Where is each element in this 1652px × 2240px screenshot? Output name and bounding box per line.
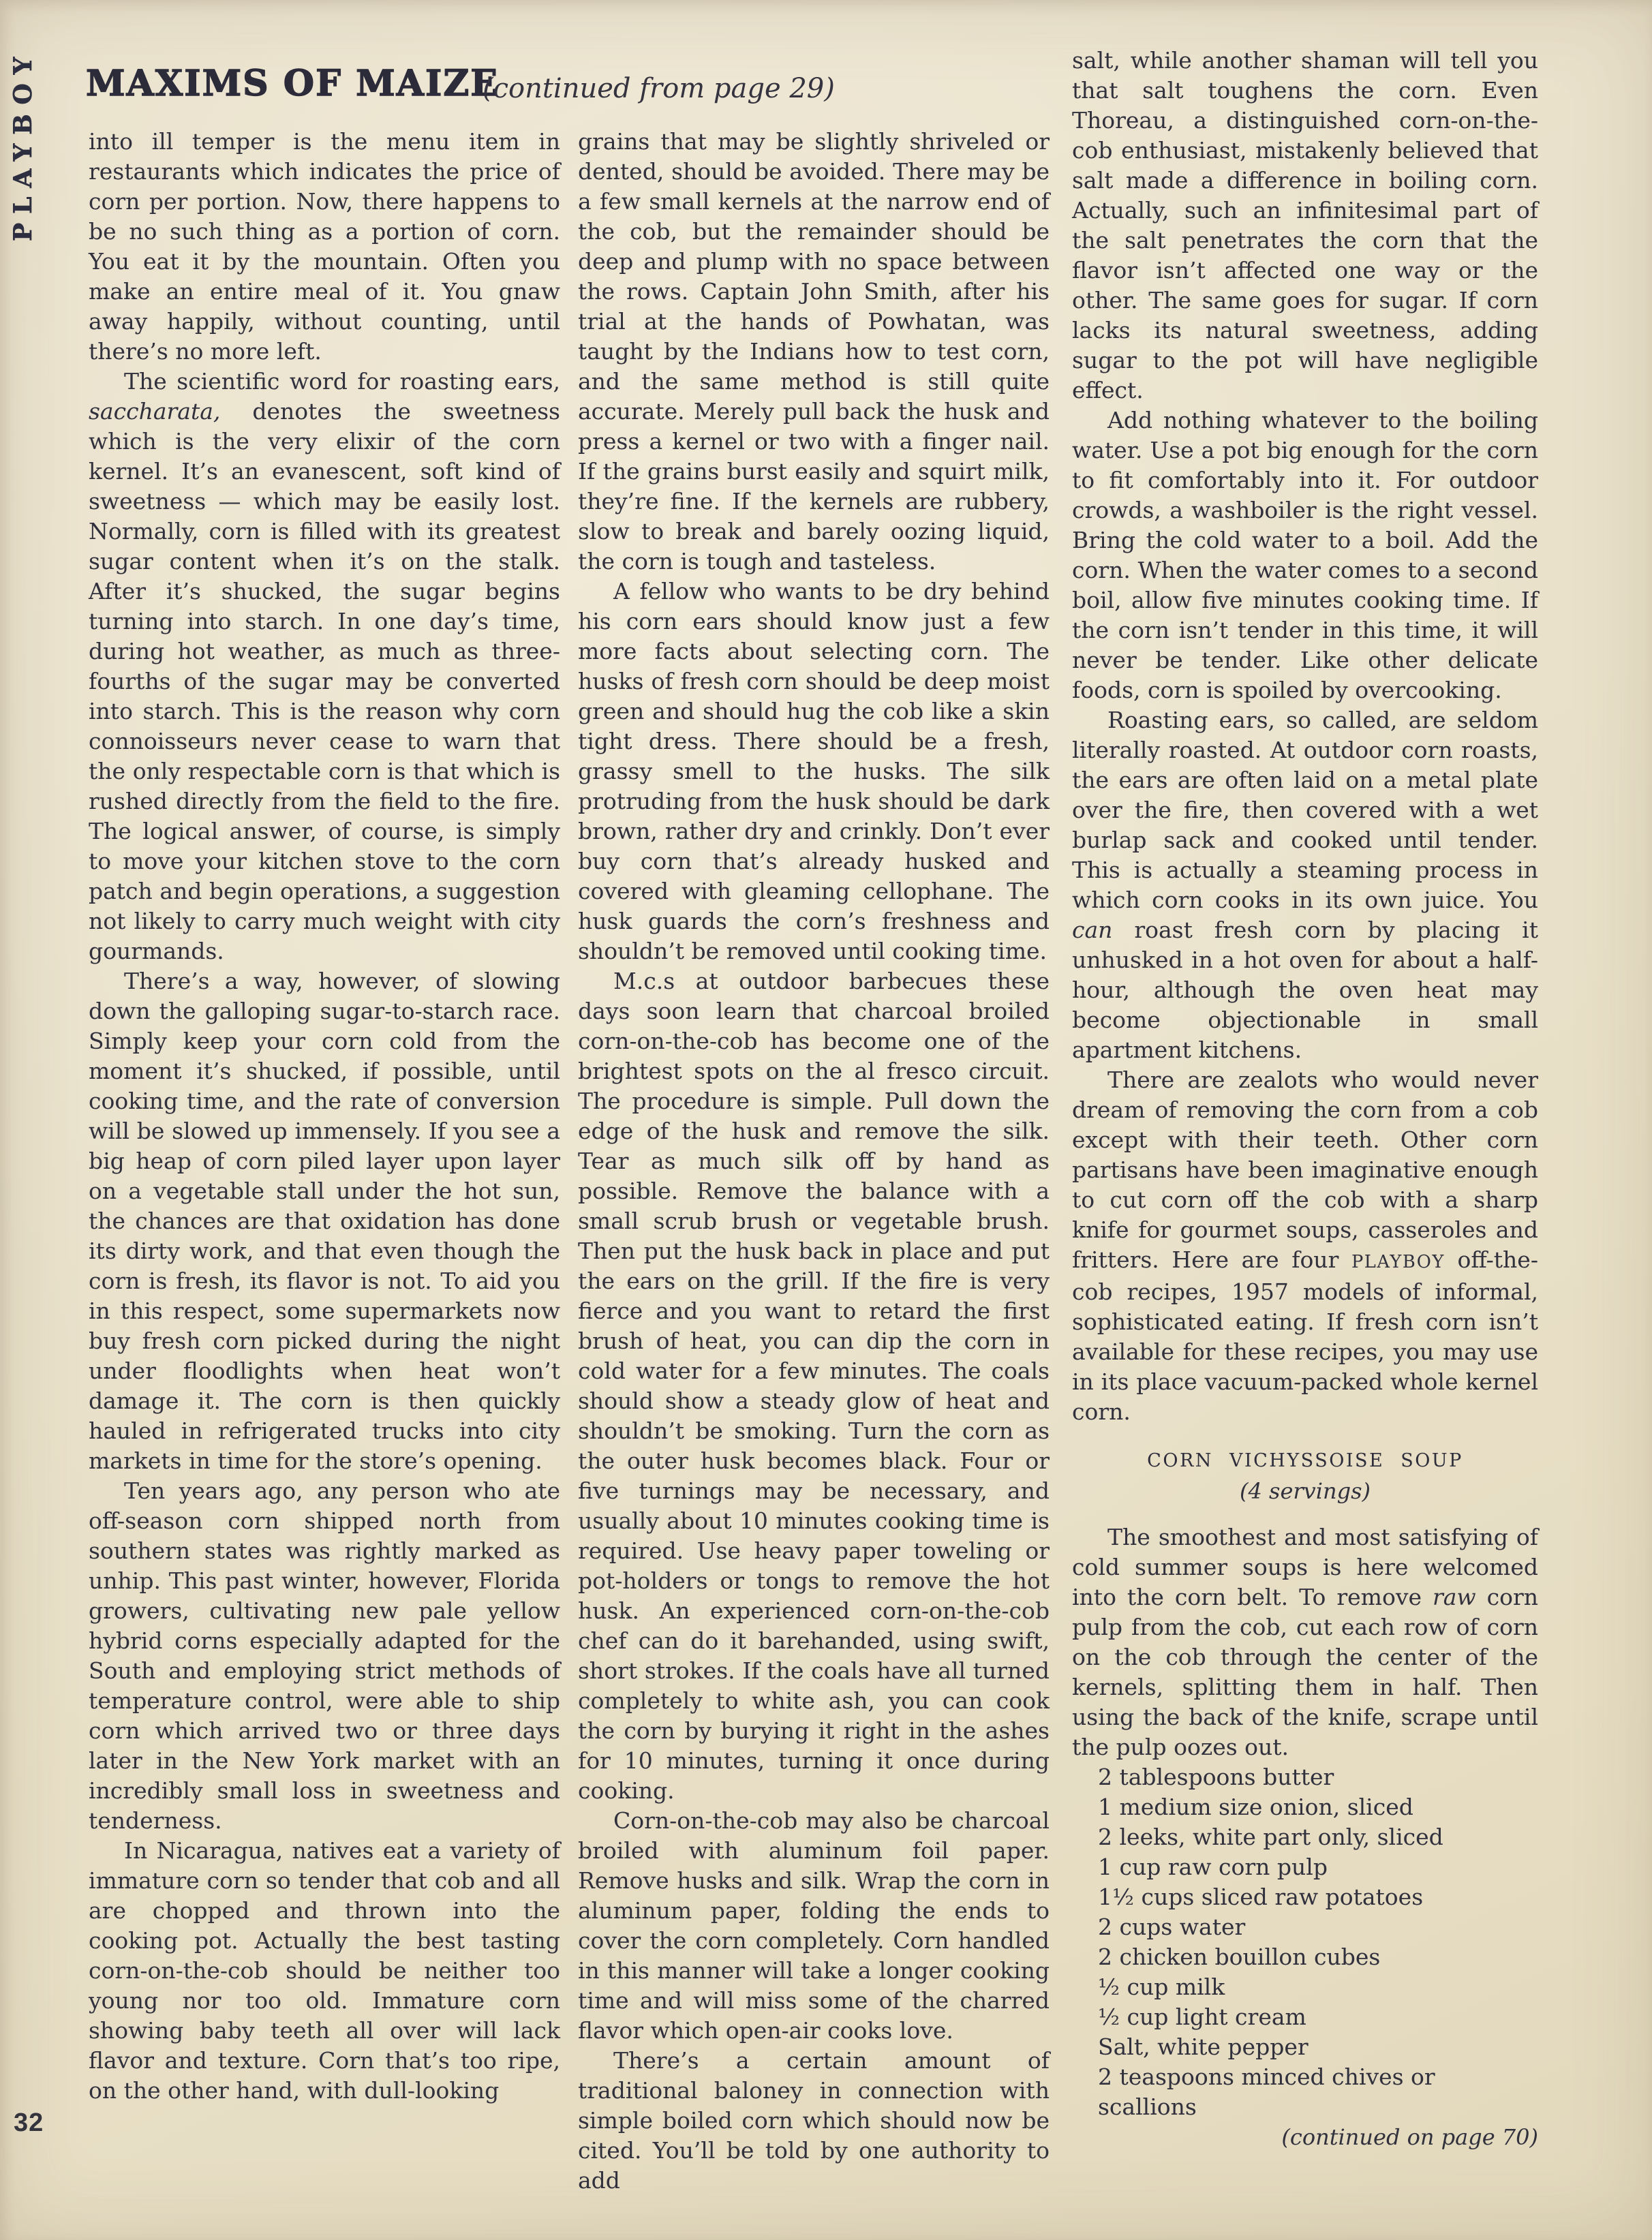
ingredient-line: 2 tablespoons butter <box>1098 1764 1334 1790</box>
body-text: The scientific word for roasting ears, <box>124 368 560 395</box>
column-2 <box>578 127 1050 2196</box>
body-text: CORN VICHYSSOISE SOUP <box>1147 1450 1463 1471</box>
body-text: There’s a certain amount of traditional baloney in connection with simple boiled corn which should now be cited. You’ll be told by one authority to add <box>578 2047 1050 2194</box>
paragraph <box>578 966 1050 1806</box>
ingredient-line: 2 teaspoons minced chives or scallions <box>1098 2063 1435 2120</box>
paragraph <box>1072 1065 1538 1427</box>
body-text: M.c.s at outdoor barbecues these days soon learn that charcoal broiled corn-on-the-cob has become one of the brightest spots on the al fresco circuit. The procedure is simple. Pull down the edge of the husk and remove the silk. Tear as much silk off by hand as possible. Remove the balance with a small scrub brush or vegetable brush. Then put the husk back in place and put the ears on the grill. If the fire is very fierce and you want to retard the first brush of heat, you can dip the corn in cold water for a few minutes. The coals should show a steady glow of heat and shouldn’t be smoking. Turn the corn as the outer husk becomes black. Four or five turnings may be necessary, and usually about 10 minutes cooking time is required. Use heavy paper toweling or pot-holders or tongs to remove the hot husk. An experienced corn-on-the-cob chef can do it barehanded, using swift, short strokes. If the coals have all turned completely to white ash, you can cook the corn by burying it right in the ashes for 10 minutes, turning it once during cooking. <box>578 968 1050 1804</box>
ingredient-line: 1 cup raw corn pulp <box>1098 1854 1328 1880</box>
ingredient-line: 2 cups water <box>1098 1914 1246 1940</box>
body-text: A fellow who wants to be dry behind his corn ears should know just a few more facts about selecting corn. The husks of fresh corn should be deep moist green and should hug the cob like a skin tight dress. There should be a fresh, grassy smell to the husks. The silk protruding from the husk should be dark brown, rather dry and crinkly. Don’t ever buy corn that’s already husked and covered with gleaming cellophane. The husk guards the corn’s freshness and shouldn’t be removed until cooking time. <box>578 578 1050 964</box>
column-3 <box>1072 46 1538 2152</box>
spine-magazine-title: PLAYBOY <box>9 48 37 241</box>
body-text: In Nicaragua, natives eat a variety of immature corn so tender that cob and all are chopped and thrown into the cooking pot. Actually the best tasting corn-on-the-cob should be neither too young nor too old. Immature corn showing baby teeth all over will lack flavor and texture. Corn that’s too ripe, on the other hand, with dull-looking <box>89 1837 560 2104</box>
smallcaps-brand-text: PLAYBOY <box>1351 1252 1445 1272</box>
ingredient-line: 1½ cups sliced raw potatoes <box>1098 1884 1424 1910</box>
paragraph-continuation <box>1072 46 1538 405</box>
italic-text: can <box>1072 917 1113 943</box>
recipe-servings-note <box>1072 1476 1538 1506</box>
italic-text: saccharata, <box>89 398 221 425</box>
body-text: Roasting ears, so called, are seldom literally roasted. At outdoor corn roasts, the ears are often laid on a metal plate over the fire, then covered with a wet burlap sack and cooked until tender. This is actually a steaming process in which corn cooks in its own juice. You <box>1072 707 1538 913</box>
paragraph <box>1072 1522 1538 1762</box>
ingredient-line: Salt, white pepper <box>1098 2034 1309 2060</box>
ingredient-line: 2 leeks, white part only, sliced <box>1098 1824 1443 1850</box>
ingredient-list <box>1072 1762 1538 2122</box>
body-text: (4 servings) <box>1240 1478 1371 1504</box>
paragraph-continuation <box>89 127 560 367</box>
body-text: into ill temper is the menu item in restaurants which indicates the price of corn per portion. Now, there happens to be no such thing as a portion of corn. You eat it by the mountain. Often you make an entire meal of it. You gnaw away happily, without counting, until there’s no more left. <box>89 128 560 365</box>
body-text: (continued on page 70) <box>1281 2124 1538 2150</box>
body-text: denotes the sweetness which is the very elixir of the corn kernel. It’s an evanescent, soft kind of sweetness — which may be easily lost. Normally, corn is filled with its greatest sugar content when it’s on the stalk. After it’s shucked, the sugar begins turning into starch. In one day’s time, during hot weather, as much as three-fourths of the sugar may be converted into starch. This is the reason why corn connoisseurs never cease to warn that the only respectable corn is that which is rushed directly from the field to the fire. The logical answer, of course, is simply to move your kitchen stove to the corn patch and begin operations, a suggestion not likely to carry much weight with city gourmands. <box>89 398 560 964</box>
paragraph <box>578 2046 1050 2196</box>
body-text: There’s a way, however, of slowing down the galloping sugar-to-starch race. Simply keep your corn cold from the moment it’s shucked, if possible, until cooking time, and the rate of conversion will be slowed up immensely. If you see a big heap of corn piled layer upon layer on a vegetable stall under the hot sun, the chances are that oxidation has done its dirty work, and that even though the corn is fresh, its flavor is not. To aid you in this respect, some supermarkets now buy fresh corn picked during the night under floodlights when heat won’t damage it. The corn is then quickly hauled in refrigerated trucks into city markets in time for the store’s opening. <box>89 968 560 1474</box>
paragraph-continuation <box>578 127 1050 577</box>
body-text: Add nothing whatever to the boiling water. Use a pot big enough for the corn to fit comfortably into it. For outdoor crowds, a washboiler is the right vessel. Bring the cold water to a boil. Add the corn. When the water comes to a second boil, allow five minutes cooking time. If the corn isn’t tender in this time, it will never be tender. Like other delicate foods, corn is spoiled by overcooking. <box>1072 407 1538 703</box>
paragraph <box>1072 705 1538 1065</box>
body-text: salt, while another shaman will tell you that salt toughens the corn. Even Thoreau, a distinguished corn-on-the-cob enthusiast, mistakenly believed that salt made a difference in boiling corn. Actually, such an infinitesimal part of the salt penetrates the corn that the flavor isn’t affected one way or the other. The same goes for sugar. If corn lacks its natural sweetness, adding sugar to the pot will have negligible effect. <box>1072 47 1538 403</box>
body-text: corn pulp from the cob, cut each row of corn on the cob through the center of the kernels, splitting them in half. Then using the back of the knife, scrape until the pulp oozes out. <box>1072 1584 1538 1760</box>
paragraph <box>89 367 560 966</box>
continued-from-note: (continued from page 29) <box>483 73 835 104</box>
continued-on-note <box>1072 2122 1538 2152</box>
paragraph <box>578 1806 1050 2046</box>
body-text: roast fresh corn by placing it unhusked in a hot oven for about a half-hour, although the oven heat may become objectionable in small apartment kitchens. <box>1072 917 1538 1063</box>
ingredient-line: 1 medium size onion, sliced <box>1098 1794 1413 1820</box>
article-title: MAXIMS OF MAIZE <box>86 63 499 104</box>
paragraph <box>89 1476 560 1836</box>
column-1 <box>89 127 560 2106</box>
body-text: grains that may be slightly shriveled or dented, should be avoided. There may be a few small kernels at the narrow end of the cob, but the remainder should be deep and plump with no space between the rows. Captain John Smith, after his trial at the hands of Powhatan, was taught by the Indians how to test corn, and the same method is still quite accurate. Merely pull back the husk and press a kernel or two with a finger nail. If the grains burst easily and squirt milk, they’re fine. If the kernels are rubbery, slow to break and barely oozing liquid, the corn is tough and tasteless. <box>578 128 1050 574</box>
body-text: There are zealots who would never dream of removing the corn from a cob except with their teeth. Other corn partisans have been imaginative enough to cut corn off the cob with a sharp knife for gourmet soups, casseroles and fritters. Here are four <box>1072 1067 1538 1273</box>
paragraph <box>1072 405 1538 705</box>
body-text: Corn-on-the-cob may also be charcoal broiled with aluminum foil paper. Remove husks and silk. Wrap the corn in aluminum paper, folding the ends to cover the corn completely. Corn handled in this manner will take a longer cooking time and will miss some of the charred flavor which open-air cooks love. <box>578 1807 1050 2044</box>
paragraph <box>89 1836 560 2106</box>
ingredient-line: ½ cup light cream <box>1098 2004 1306 2030</box>
ingredient-line: 2 chicken bouillon cubes <box>1098 1944 1381 1970</box>
paragraph <box>89 966 560 1476</box>
body-text: Ten years ago, any person who ate off-season corn shipped north from southern states was rightly marked as unhip. This past winter, however, Florida growers, cultivating new pale yellow hybrid corns especially adapted for the South and employing strict methods of temperature control, were able to ship corn which arrived two or three days later in the New York market with an incredibly small loss in sweetness and tenderness. <box>89 1477 560 1834</box>
ingredient-line: ½ cup milk <box>1098 1974 1225 2000</box>
page-number: 32 <box>14 2108 44 2137</box>
body-text: The smoothest and most satisfying of cold summer soups is here welcomed into the corn belt. To remove <box>1072 1524 1538 1610</box>
recipe-title <box>1072 1447 1538 1475</box>
paragraph <box>578 577 1050 966</box>
italic-text: raw <box>1432 1584 1476 1610</box>
body-text: off-the-cob recipes, 1957 models of informal, sophisticated eating. If fresh corn isn’t available for these recipes, you may use in its place vacuum-packed whole kernel corn. <box>1072 1246 1538 1425</box>
